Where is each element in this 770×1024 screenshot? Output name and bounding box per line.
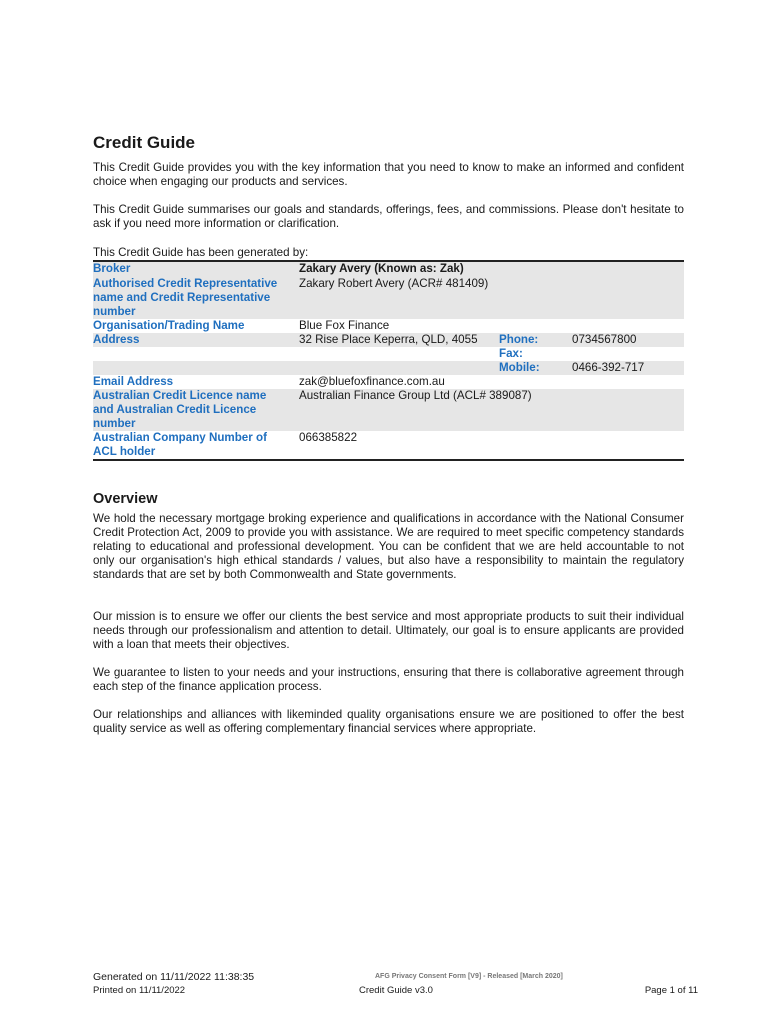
afg-form-reference: AFG Privacy Consent Form [V9] - Released [March 2020]	[375, 973, 563, 980]
acl-label: Australian Credit Licence name and Australian Credit Licence number	[93, 389, 267, 430]
intro-paragraph-1: This Credit Guide provides you with the key information that you need to know to make an informed and confident choice when engaging our products and services.	[93, 161, 684, 188]
email-value: zak@bluefoxfinance.com.au	[299, 375, 445, 388]
acl-row	[93, 389, 684, 431]
overview-paragraph-2: Our mission is to ensure we offer our clients the best service and most appropriate products to suit their individual needs through our professionalism and attention to detail. Ultimately, our goal is to ensure applicants are provided with a loan that meets their objectives.	[93, 610, 684, 651]
org-value: Blue Fox Finance	[299, 319, 390, 332]
acn-value: 066385822	[299, 431, 358, 444]
broker-label: Broker	[93, 262, 131, 275]
intro-paragraph-2: This Credit Guide summarises our goals and standards, offerings, fees, and commissions. Please don't hesitate to ask if you need more information or clarification.	[93, 203, 684, 230]
acn-row	[93, 431, 684, 459]
org-row	[93, 319, 684, 333]
acr-row	[93, 277, 684, 319]
email-label: Email Address	[93, 375, 174, 388]
acn-label: Australian Company Number of ACL holder	[93, 431, 267, 458]
overview-paragraph-3: We guarantee to listen to your needs and your instructions, ensuring that there is collaborative agreement through each step of the finance application process.	[93, 666, 684, 693]
acr-label: Authorised Credit Representative name and Credit Representative number	[93, 277, 278, 318]
broker-value: Zakary Avery (Known as: Zak)	[299, 262, 464, 275]
email-row	[93, 375, 684, 389]
generated-timestamp: Generated on 11/11/2022 11:38:35	[93, 971, 255, 983]
acr-value: Zakary Robert Avery (ACR# 481409)	[299, 277, 489, 290]
broker-row	[93, 262, 684, 277]
printed-date: Printed on 11/11/2022	[93, 985, 186, 996]
phone-value: 0734567800	[572, 333, 637, 346]
generated-by-text: This Credit Guide has been generated by:	[93, 246, 309, 259]
acl-value: Australian Finance Group Ltd (ACL# 389087)	[299, 389, 532, 402]
mobile-label: Mobile:	[499, 361, 540, 374]
guide-version: Credit Guide v3.0	[359, 985, 433, 996]
address-value: 32 Rise Place Keperra, QLD, 4055	[299, 333, 478, 346]
fax-label: Fax:	[499, 347, 523, 360]
phone-label: Phone:	[499, 333, 539, 346]
address-label: Address	[93, 333, 140, 346]
overview-paragraph-1: We hold the necessary mortgage broking experience and qualifications in accordance with the National Consumer Credit Protection Act, 2009 to provide you with assistance. We are required to meet specific competency standards relating to educational and professional development. You can be confident that we are held accountable to not only our organisation's high ethical standards / values, but also have a responsibility to maintain the regulatory standards that are set by both Commonwealth and State governments.	[93, 512, 684, 581]
overview-paragraph-4: Our relationships and alliances with likeminded quality organisations ensure we are positioned to offer the best quality service as well as offering complementary financial services where appropriate.	[93, 708, 684, 735]
details-table	[93, 260, 684, 461]
overview-heading: Overview	[93, 491, 158, 507]
mobile-value: 0466-392-717	[572, 361, 645, 374]
org-label: Organisation/Trading Name	[93, 319, 245, 332]
page-number: Page 1 of 11	[644, 985, 698, 996]
page-title: Credit Guide	[93, 133, 196, 152]
address-row	[93, 333, 684, 375]
